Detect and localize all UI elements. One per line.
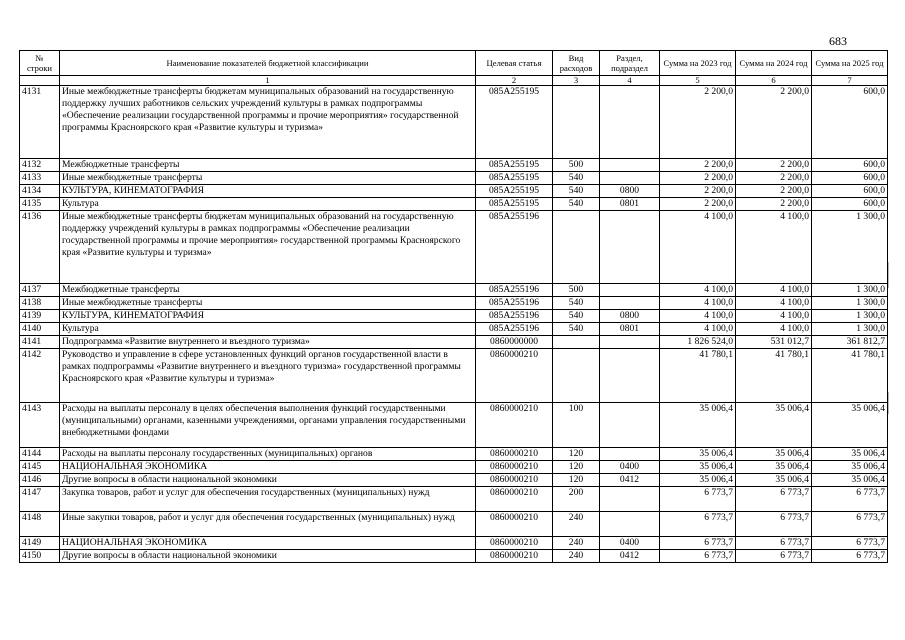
- column-number: 1: [60, 76, 476, 86]
- table-row: [20, 474, 888, 487]
- sum-2023: 4 100,0: [660, 211, 736, 284]
- sum-2023: 2 200,0: [660, 159, 736, 172]
- sum-2023: 4 100,0: [660, 297, 736, 310]
- row-name: Руководство и управление в сфере установленных функций органов государственной власти в рамках подпрограммы «Развитие внутреннего и въездного туризма» государственной программы Красноярского края «Развитие культуры и туризма»: [60, 349, 476, 403]
- row-number: 4145: [20, 461, 60, 474]
- row-name: Другие вопросы в области национальной экономики: [60, 550, 476, 563]
- sum-2023: 4 100,0: [660, 323, 736, 336]
- table-row: [20, 537, 888, 550]
- header-sum-2024: Сумма на 2024 год: [736, 51, 812, 76]
- column-number: 6: [736, 76, 812, 86]
- section-code: 0412: [600, 474, 660, 487]
- section-code: 0801: [600, 323, 660, 336]
- table-row: [20, 198, 888, 211]
- section-code: [600, 403, 660, 448]
- sum-2023: 6 773,7: [660, 537, 736, 550]
- table-row: [20, 336, 888, 349]
- row-name: Иные межбюджетные трансферты: [60, 297, 476, 310]
- row-name: НАЦИОНАЛЬНАЯ ЭКОНОМИКА: [60, 537, 476, 550]
- row-number: 4135: [20, 198, 60, 211]
- row-name: НАЦИОНАЛЬНАЯ ЭКОНОМИКА: [60, 461, 476, 474]
- column-number: 7: [812, 76, 888, 86]
- target-code: 0860000210: [476, 487, 553, 512]
- header-sum-2025: Сумма на 2025 год: [812, 51, 888, 76]
- column-number: 5: [660, 76, 736, 86]
- table-row: [20, 86, 888, 159]
- row-number: 4132: [20, 159, 60, 172]
- table-row: [20, 310, 888, 323]
- sum-2024: 531 012,7: [736, 336, 812, 349]
- section-code: 0801: [600, 198, 660, 211]
- sum-2024: 35 006,4: [736, 461, 812, 474]
- row-number: 4143: [20, 403, 60, 448]
- column-number: 3: [553, 76, 600, 86]
- target-code: 085A255196: [476, 323, 553, 336]
- table-row: [20, 403, 888, 448]
- sum-2025: 1 300,0: [812, 323, 888, 336]
- expense-type: 500: [553, 284, 600, 297]
- sum-2024: 4 100,0: [736, 211, 812, 284]
- sum-2025: 1 300,0: [812, 310, 888, 323]
- section-code: [600, 172, 660, 185]
- budget-table: [19, 50, 888, 563]
- margin-mark: [888, 392, 889, 414]
- header-section: Раздел, подраздел: [600, 51, 660, 76]
- column-number-row: [20, 76, 888, 86]
- section-code: [600, 448, 660, 461]
- target-code: 0860000210: [476, 403, 553, 448]
- section-code: [600, 512, 660, 537]
- expense-type: [553, 349, 600, 403]
- row-number: 4150: [20, 550, 60, 563]
- sum-2025: 35 006,4: [812, 461, 888, 474]
- sum-2024: 2 200,0: [736, 159, 812, 172]
- expense-type: 120: [553, 461, 600, 474]
- target-code: 0860000210: [476, 448, 553, 461]
- sum-2023: 35 006,4: [660, 461, 736, 474]
- row-number: 4146: [20, 474, 60, 487]
- row-number: 4147: [20, 487, 60, 512]
- expense-type: 240: [553, 537, 600, 550]
- row-number: 4149: [20, 537, 60, 550]
- row-number: 4133: [20, 172, 60, 185]
- header-row-no: № строки: [20, 51, 60, 76]
- table-row: [20, 512, 888, 537]
- target-code: 085A255196: [476, 310, 553, 323]
- sum-2024: 35 006,4: [736, 474, 812, 487]
- sum-2024: 4 100,0: [736, 284, 812, 297]
- sum-2023: 35 006,4: [660, 448, 736, 461]
- sum-2025: 600,0: [812, 198, 888, 211]
- target-code: 0860000210: [476, 537, 553, 550]
- target-code: 085A255196: [476, 284, 553, 297]
- expense-type: 540: [553, 185, 600, 198]
- row-name: Другие вопросы в области национальной экономики: [60, 474, 476, 487]
- section-code: 0400: [600, 537, 660, 550]
- row-name: Культура: [60, 323, 476, 336]
- section-code: [600, 159, 660, 172]
- target-code: 085A255195: [476, 159, 553, 172]
- section-code: [600, 336, 660, 349]
- sum-2024: 2 200,0: [736, 198, 812, 211]
- column-number: 4: [600, 76, 660, 86]
- row-number: 4142: [20, 349, 60, 403]
- row-name: Иные межбюджетные трансферты: [60, 172, 476, 185]
- row-name: Культура: [60, 198, 476, 211]
- row-name: Межбюджетные трансферты: [60, 284, 476, 297]
- row-name: Иные закупки товаров, работ и услуг для обеспечения государственных (муниципальных) нужд: [60, 512, 476, 537]
- expense-type: [553, 336, 600, 349]
- row-number: 4138: [20, 297, 60, 310]
- sum-2025: 41 780,1: [812, 349, 888, 403]
- table-row: [20, 323, 888, 336]
- sum-2025: 6 773,7: [812, 487, 888, 512]
- target-code: 085A255195: [476, 172, 553, 185]
- sum-2025: 600,0: [812, 86, 888, 159]
- row-number: 4131: [20, 86, 60, 159]
- column-number: [20, 76, 60, 86]
- sum-2023: 2 200,0: [660, 172, 736, 185]
- sum-2023: 4 100,0: [660, 284, 736, 297]
- sum-2023: 6 773,7: [660, 550, 736, 563]
- page-number: 683: [829, 34, 847, 48]
- sum-2025: 1 300,0: [812, 284, 888, 297]
- row-number: 4134: [20, 185, 60, 198]
- sum-2024: 6 773,7: [736, 537, 812, 550]
- row-number: 4136: [20, 211, 60, 284]
- sum-2024: 35 006,4: [736, 448, 812, 461]
- expense-type: 200: [553, 487, 600, 512]
- header-name: Наименование показателей бюджетной классификации: [60, 51, 476, 76]
- table-row: [20, 487, 888, 512]
- sum-2025: 361 812,7: [812, 336, 888, 349]
- row-number: 4144: [20, 448, 60, 461]
- expense-type: 540: [553, 323, 600, 336]
- row-name: Закупка товаров, работ и услуг для обеспечения государственных (муниципальных) нужд: [60, 487, 476, 512]
- header-expense-type: Вид расходов: [553, 51, 600, 76]
- sum-2025: 35 006,4: [812, 474, 888, 487]
- table-row: [20, 185, 888, 198]
- section-code: [600, 86, 660, 159]
- row-name: Межбюджетные трансферты: [60, 159, 476, 172]
- target-code: 0860000210: [476, 512, 553, 537]
- expense-type: 240: [553, 550, 600, 563]
- row-number: 4139: [20, 310, 60, 323]
- expense-type: 120: [553, 448, 600, 461]
- sum-2023: 6 773,7: [660, 487, 736, 512]
- section-code: 0800: [600, 310, 660, 323]
- sum-2024: 41 780,1: [736, 349, 812, 403]
- table-body: [20, 86, 888, 563]
- sum-2025: 35 006,4: [812, 448, 888, 461]
- sum-2023: 1 826 524,0: [660, 336, 736, 349]
- table-row: [20, 461, 888, 474]
- sum-2025: 6 773,7: [812, 537, 888, 550]
- sum-2024: 4 100,0: [736, 323, 812, 336]
- section-code: [600, 211, 660, 284]
- sum-2024: 2 200,0: [736, 172, 812, 185]
- row-name: КУЛЬТУРА, КИНЕМАТОГРАФИЯ: [60, 185, 476, 198]
- table-row: [20, 159, 888, 172]
- row-name: Подпрограмма «Развитие внутреннего и въездного туризма»: [60, 336, 476, 349]
- section-code: 0412: [600, 550, 660, 563]
- header-sum-2023: Сумма на 2023 год: [660, 51, 736, 76]
- sum-2024: 4 100,0: [736, 297, 812, 310]
- row-number: 4140: [20, 323, 60, 336]
- expense-type: 540: [553, 297, 600, 310]
- target-code: 0860000210: [476, 550, 553, 563]
- sum-2024: 2 200,0: [736, 185, 812, 198]
- sum-2023: 41 780,1: [660, 349, 736, 403]
- expense-type: 100: [553, 403, 600, 448]
- expense-type: [553, 86, 600, 159]
- sum-2025: 600,0: [812, 159, 888, 172]
- column-number: 2: [476, 76, 553, 86]
- sum-2023: 4 100,0: [660, 310, 736, 323]
- expense-type: 540: [553, 310, 600, 323]
- expense-type: [553, 211, 600, 284]
- section-code: 0800: [600, 185, 660, 198]
- sum-2025: 600,0: [812, 185, 888, 198]
- row-name: Иные межбюджетные трансферты бюджетам муниципальных образований на государственную поддержку учреждений культуры в рамках подпрограммы «Обеспечение реализации государственной программы и прочие мероприятия» государственной программы Красноярского края «Развитие культуры и туризма»: [60, 211, 476, 284]
- sum-2023: 2 200,0: [660, 86, 736, 159]
- target-code: 085A255195: [476, 198, 553, 211]
- sum-2024: 2 200,0: [736, 86, 812, 159]
- sum-2023: 6 773,7: [660, 512, 736, 537]
- sum-2024: 35 006,4: [736, 403, 812, 448]
- sum-2024: 6 773,7: [736, 550, 812, 563]
- sum-2025: 35 006,4: [812, 403, 888, 448]
- expense-type: 540: [553, 172, 600, 185]
- table-row: [20, 448, 888, 461]
- expense-type: 240: [553, 512, 600, 537]
- sum-2025: 1 300,0: [812, 297, 888, 310]
- header-row: [20, 51, 888, 76]
- expense-type: 120: [553, 474, 600, 487]
- target-code: 085A255195: [476, 185, 553, 198]
- header-target: Целевая статья: [476, 51, 553, 76]
- target-code: 0860000000: [476, 336, 553, 349]
- sum-2024: 6 773,7: [736, 487, 812, 512]
- expense-type: 540: [553, 198, 600, 211]
- target-code: 085A255195: [476, 86, 553, 159]
- target-code: 0860000210: [476, 474, 553, 487]
- expense-type: 500: [553, 159, 600, 172]
- table-row: [20, 297, 888, 310]
- table-row: [20, 550, 888, 563]
- section-code: [600, 284, 660, 297]
- section-code: [600, 297, 660, 310]
- sum-2025: 1 300,0: [812, 211, 888, 284]
- sum-2024: 4 100,0: [736, 310, 812, 323]
- sum-2025: 6 773,7: [812, 512, 888, 537]
- row-name: Иные межбюджетные трансферты бюджетам муниципальных образований на государственную поддержку лучших работников сельских учреждений культуры в рамках подпрограммы «Обеспечение реализации государственной программы и прочие мероприятия» государственной программы Красноярского края «Развитие культуры и туризма»: [60, 86, 476, 159]
- section-code: 0400: [600, 461, 660, 474]
- sum-2025: 600,0: [812, 172, 888, 185]
- row-number: 4148: [20, 512, 60, 537]
- row-name: Расходы на выплаты персоналу в целях обеспечения выполнения функций государственными (муниципальными) органами, казенными учреждениями, органами управления государственными внебюджетными фондами: [60, 403, 476, 448]
- row-number: 4137: [20, 284, 60, 297]
- sum-2024: 6 773,7: [736, 512, 812, 537]
- target-code: 0860000210: [476, 349, 553, 403]
- table-row: [20, 172, 888, 185]
- target-code: 085A255196: [476, 297, 553, 310]
- section-code: [600, 349, 660, 403]
- row-name: КУЛЬТУРА, КИНЕМАТОГРАФИЯ: [60, 310, 476, 323]
- sum-2023: 35 006,4: [660, 403, 736, 448]
- margin-mark: [888, 262, 889, 288]
- table-row: [20, 349, 888, 403]
- table-row: [20, 211, 888, 284]
- row-number: 4141: [20, 336, 60, 349]
- sum-2023: 2 200,0: [660, 198, 736, 211]
- target-code: 0860000210: [476, 461, 553, 474]
- table-row: [20, 284, 888, 297]
- sum-2023: 35 006,4: [660, 474, 736, 487]
- section-code: [600, 487, 660, 512]
- row-name: Расходы на выплаты персоналу государственных (муниципальных) органов: [60, 448, 476, 461]
- sum-2023: 2 200,0: [660, 185, 736, 198]
- target-code: 085A255196: [476, 211, 553, 284]
- sum-2025: 6 773,7: [812, 550, 888, 563]
